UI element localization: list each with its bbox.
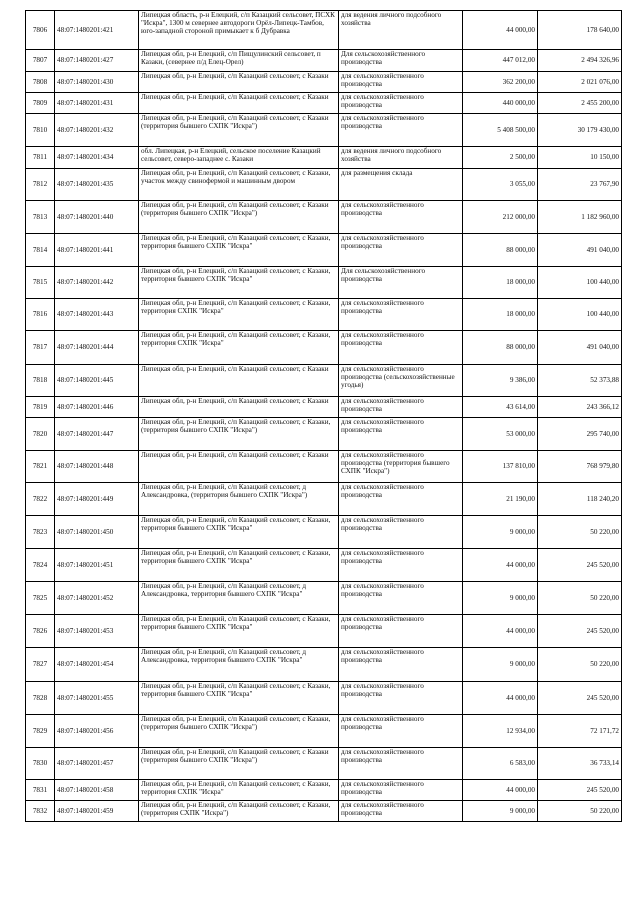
permitted-use: для сельскохозяйственного производства (339, 93, 463, 114)
table-row (26, 50, 622, 72)
cadastral-value: 100 440,00 (538, 299, 622, 331)
plot-address: Липецкая обл, р-н Елецкий, с/п Казацкий сельсовет, с Казаки (139, 365, 339, 397)
permitted-use: для сельскохозяйственного производства (339, 549, 463, 582)
row-number: 7822 (26, 483, 55, 516)
permitted-use: для сельскохозяйственного производства (339, 615, 463, 648)
cadastral-value: 245 520,00 (538, 682, 622, 715)
permitted-use: для сельскохозяйственного производства (339, 418, 463, 451)
permitted-use: для сельскохозяйственного производства (339, 682, 463, 715)
permitted-use: для ведения личного подсобного хозяйства (339, 11, 463, 50)
row-number: 7827 (26, 648, 55, 682)
cadastral-value: 23 767,90 (538, 169, 622, 201)
plot-area: 5 408 500,00 (463, 114, 538, 147)
plot-address: Липецкая обл, р-н Елецкий, с/п Казацкий сельсовет, с Казаки, (территория бывшего СХПК "Искра") (139, 418, 339, 451)
table-row (26, 615, 622, 648)
plot-address: Липецкая обл, р-н Елецкий, с/п Казацкий сельсовет, д Александровка, (территория бывшего СХПК "Искра") (139, 483, 339, 516)
table-row (26, 93, 622, 114)
permitted-use: Для сельскохозяйственного производства (339, 267, 463, 299)
table-row (26, 299, 622, 331)
cadastral-value: 491 040,00 (538, 234, 622, 267)
cadastral-number: 48:07:1480201:432 (55, 114, 139, 147)
row-number: 7817 (26, 331, 55, 365)
plot-address: Липецкая обл, р-н Елецкий, с/п Казацкий сельсовет, с Казаки, территория бывшего СХПК "Искра" (139, 516, 339, 549)
plot-area: 9 000,00 (463, 582, 538, 615)
table-row (26, 549, 622, 582)
cadastral-number: 48:07:1480201:430 (55, 72, 139, 93)
permitted-use: для сельскохозяйственного производства (339, 582, 463, 615)
plot-area: 44 000,00 (463, 682, 538, 715)
permitted-use: для размещения склада (339, 169, 463, 201)
table-row (26, 801, 622, 822)
table-row (26, 147, 622, 169)
plot-area: 212 000,00 (463, 201, 538, 234)
row-number: 7809 (26, 93, 55, 114)
permitted-use: для сельскохозяйственного производства (339, 648, 463, 682)
row-number: 7820 (26, 418, 55, 451)
permitted-use: Для сельскохозяйственного производства (339, 50, 463, 72)
table-row (26, 365, 622, 397)
row-number: 7808 (26, 72, 55, 93)
cadastral-number: 48:07:1480201:441 (55, 234, 139, 267)
land-plots-table-body (26, 11, 622, 822)
permitted-use: для ведения личного подсобного хозяйства (339, 147, 463, 169)
cadastral-value: 10 150,00 (538, 147, 622, 169)
table-row (26, 331, 622, 365)
cadastral-number: 48:07:1480201:453 (55, 615, 139, 648)
table-row (26, 451, 622, 483)
land-plots-table (25, 10, 622, 822)
cadastral-value: 72 171,72 (538, 715, 622, 748)
row-number: 7829 (26, 715, 55, 748)
table-row (26, 169, 622, 201)
table-row (26, 267, 622, 299)
cadastral-number: 48:07:1480201:458 (55, 780, 139, 801)
plot-area: 362 200,00 (463, 72, 538, 93)
row-number: 7807 (26, 50, 55, 72)
cadastral-number: 48:07:1480201:431 (55, 93, 139, 114)
plot-address: Липецкая обл, р-н Елецкий, с/п Казацкий сельсовет, с Казаки, территория СХПК "Искра" (139, 331, 339, 365)
cadastral-number: 48:07:1480201:444 (55, 331, 139, 365)
cadastral-number: 48:07:1480201:451 (55, 549, 139, 582)
row-number: 7819 (26, 397, 55, 418)
row-number: 7812 (26, 169, 55, 201)
plot-address: Липецкая обл, р-н Елецкий, с/п Казацкий сельсовет, д Александровка, территория бывшего СХПК "Искра" (139, 648, 339, 682)
plot-address: Липецкая обл, р-н Елецкий, с/п Казацкий сельсовет, с Казаки, территория бывшего СХПК "Искра" (139, 234, 339, 267)
table-row (26, 72, 622, 93)
plot-area: 137 810,00 (463, 451, 538, 483)
plot-area: 12 934,00 (463, 715, 538, 748)
cadastral-number: 48:07:1480201:440 (55, 201, 139, 234)
plot-address: Липецкая обл, р-н Елецкий, с/п Пищулинский сельсовет, п Казаки, (севернее п/д Елец-Орел) (139, 50, 339, 72)
plot-address: Липецкая обл, р-н Елецкий, с/п Казацкий сельсовет, с Казаки, (территория бывшего СХПК "Искра") (139, 715, 339, 748)
permitted-use: для сельскохозяйственного производства (сельскохозяйственные угодья) (339, 365, 463, 397)
cadastral-value: 118 240,20 (538, 483, 622, 516)
cadastral-value: 245 520,00 (538, 615, 622, 648)
cadastral-number: 48:07:1480201:435 (55, 169, 139, 201)
row-number: 7815 (26, 267, 55, 299)
permitted-use: для сельскохозяйственного производства (339, 331, 463, 365)
plot-area: 44 000,00 (463, 615, 538, 648)
permitted-use: для сельскохозяйственного производства (339, 801, 463, 822)
permitted-use: для сельскохозяйственного производства (339, 397, 463, 418)
plot-address: Липецкая обл, р-н Елецкий, с/п Казацкий сельсовет, с Казаки (территория бывшего СХПК "Искра") (139, 748, 339, 780)
plot-area: 88 000,00 (463, 331, 538, 365)
plot-area: 9 386,00 (463, 365, 538, 397)
plot-area: 43 614,00 (463, 397, 538, 418)
plot-area: 440 000,00 (463, 93, 538, 114)
table-row (26, 11, 622, 50)
cadastral-number: 48:07:1480201:448 (55, 451, 139, 483)
plot-address: Липецкая обл, р-н Елецкий, с/п Казацкий сельсовет, с Казаки, территория бывшего СХПК "Искра" (139, 615, 339, 648)
row-number: 7818 (26, 365, 55, 397)
plot-area: 18 000,00 (463, 267, 538, 299)
plot-address: Липецкая обл, р-н Елецкий, с/п Казацкий сельсовет, с Казаки (территория бывшего СХПК "Искра") (139, 201, 339, 234)
permitted-use: для сельскохозяйственного производства (339, 483, 463, 516)
permitted-use: для сельскохозяйственного производства (339, 114, 463, 147)
plot-area: 21 190,00 (463, 483, 538, 516)
permitted-use: для сельскохозяйственного производства (339, 234, 463, 267)
permitted-use: для сельскохозяйственного производства (339, 299, 463, 331)
cadastral-number: 48:07:1480201:454 (55, 648, 139, 682)
cadastral-number: 48:07:1480201:442 (55, 267, 139, 299)
cadastral-number: 48:07:1480201:443 (55, 299, 139, 331)
plot-area: 44 000,00 (463, 549, 538, 582)
cadastral-value: 178 640,00 (538, 11, 622, 50)
cadastral-value: 2 494 326,96 (538, 50, 622, 72)
row-number: 7813 (26, 201, 55, 234)
plot-address: Липецкая обл, р-н Елецкий, с/п Казацкий сельсовет, с Казаки, (территория СХПК "Искра") (139, 801, 339, 822)
row-number: 7811 (26, 147, 55, 169)
permitted-use: для сельскохозяйственного производства (339, 748, 463, 780)
cadastral-number: 48:07:1480201:446 (55, 397, 139, 418)
plot-area: 44 000,00 (463, 11, 538, 50)
table-row (26, 715, 622, 748)
plot-address: Липецкая обл, р-н Елецкий, с/п Казацкий сельсовет, с Казаки (территория бывшего СХПК "Искра") (139, 114, 339, 147)
plot-address: Липецкая обл, р-н Елецкий, с/п Казацкий сельсовет, с Казаки (139, 72, 339, 93)
row-number: 7810 (26, 114, 55, 147)
table-row (26, 748, 622, 780)
cadastral-value: 50 220,00 (538, 801, 622, 822)
row-number: 7821 (26, 451, 55, 483)
permitted-use: для сельскохозяйственного производства (339, 780, 463, 801)
plot-area: 447 012,00 (463, 50, 538, 72)
cadastral-number: 48:07:1480201:421 (55, 11, 139, 50)
cadastral-value: 245 520,00 (538, 780, 622, 801)
table-row (26, 780, 622, 801)
plot-area: 9 000,00 (463, 801, 538, 822)
plot-address: Липецкая область, р-н Елецкий, с/п Казацкий сельсовет, ПСХК "Искра", 1300 м севернее автодороги Орёл-Липецк-Тамбов, юго-западной стороной примыкает к б Дубравка (139, 11, 339, 50)
cadastral-number: 48:07:1480201:457 (55, 748, 139, 780)
plot-area: 53 000,00 (463, 418, 538, 451)
cadastral-number: 48:07:1480201:447 (55, 418, 139, 451)
plot-address: Липецкая обл, р-н Елецкий, с/п Казацкий сельсовет, с Казаки, территория бывшего СХПК "Искра" (139, 682, 339, 715)
row-number: 7830 (26, 748, 55, 780)
permitted-use: для сельскохозяйственного производства (339, 516, 463, 549)
plot-area: 9 000,00 (463, 516, 538, 549)
cadastral-value: 491 040,00 (538, 331, 622, 365)
permitted-use: для сельскохозяйственного производства (339, 201, 463, 234)
plot-address: Липецкая обл, р-н Елецкий, с/п Казацкий сельсовет, д Александровка, территория бывшего СХПК "Искра" (139, 582, 339, 615)
permitted-use: для сельскохозяйственного производства (339, 715, 463, 748)
table-row (26, 114, 622, 147)
cadastral-number: 48:07:1480201:445 (55, 365, 139, 397)
plot-address: Липецкая обл, р-н Елецкий, с/п Казацкий сельсовет, с Казаки, территория СХПК "Искра" (139, 780, 339, 801)
plot-address: Липецкая обл, р-н Елецкий, с/п Казацкий сельсовет, с Казаки (139, 93, 339, 114)
table-row (26, 483, 622, 516)
cadastral-value: 2 021 076,00 (538, 72, 622, 93)
row-number: 7824 (26, 549, 55, 582)
cadastral-value: 50 220,00 (538, 582, 622, 615)
cadastral-value: 2 455 200,00 (538, 93, 622, 114)
plot-area: 6 583,00 (463, 748, 538, 780)
table-row (26, 516, 622, 549)
cadastral-number: 48:07:1480201:434 (55, 147, 139, 169)
cadastral-number: 48:07:1480201:452 (55, 582, 139, 615)
cadastral-value: 30 179 430,00 (538, 114, 622, 147)
plot-address: Липецкая обл, р-н Елецкий, с/п Казацкий сельсовет, с Казаки, территория бывшего СХПК "Искра" (139, 267, 339, 299)
plot-address: Липецкая обл, р-н Елецкий, с/п Казацкий сельсовет, с Казаки, территория бывшего СХПК "Искра" (139, 549, 339, 582)
plot-area: 18 000,00 (463, 299, 538, 331)
table-row (26, 201, 622, 234)
cadastral-number: 48:07:1480201:459 (55, 801, 139, 822)
cadastral-number: 48:07:1480201:456 (55, 715, 139, 748)
table-row (26, 582, 622, 615)
table-row (26, 682, 622, 715)
plot-area: 9 000,00 (463, 648, 538, 682)
plot-address: Липецкая обл, р-н Елецкий, с/п Казацкий сельсовет, с Казаки (139, 451, 339, 483)
cadastral-value: 245 520,00 (538, 549, 622, 582)
plot-area: 2 500,00 (463, 147, 538, 169)
table-row (26, 234, 622, 267)
plot-area: 44 000,00 (463, 780, 538, 801)
plot-area: 3 055,00 (463, 169, 538, 201)
row-number: 7823 (26, 516, 55, 549)
table-row (26, 648, 622, 682)
row-number: 7831 (26, 780, 55, 801)
cadastral-value: 50 220,00 (538, 648, 622, 682)
table-row (26, 397, 622, 418)
plot-address: обл. Липецкая, р-н Елецкий, сельское поселение Казацкий сельсовет, северо-западнее с. Казаки (139, 147, 339, 169)
cadastral-value: 295 740,00 (538, 418, 622, 451)
row-number: 7816 (26, 299, 55, 331)
cadastral-number: 48:07:1480201:449 (55, 483, 139, 516)
cadastral-number: 48:07:1480201:450 (55, 516, 139, 549)
plot-address: Липецкая обл, р-н Елецкий, с/п Казацкий сельсовет, с Казаки, участок между свинофермой и машинным двором (139, 169, 339, 201)
permitted-use: для сельскохозяйственного производства (339, 72, 463, 93)
row-number: 7825 (26, 582, 55, 615)
plot-address: Липецкая обл, р-н Елецкий, с/п Казацкий сельсовет, с Казаки (139, 397, 339, 418)
cadastral-value: 52 373,88 (538, 365, 622, 397)
row-number: 7806 (26, 11, 55, 50)
row-number: 7832 (26, 801, 55, 822)
table-row (26, 418, 622, 451)
cadastral-number: 48:07:1480201:455 (55, 682, 139, 715)
cadastral-value: 50 220,00 (538, 516, 622, 549)
row-number: 7814 (26, 234, 55, 267)
row-number: 7828 (26, 682, 55, 715)
cadastral-number: 48:07:1480201:427 (55, 50, 139, 72)
cadastral-value: 1 182 960,00 (538, 201, 622, 234)
row-number: 7826 (26, 615, 55, 648)
cadastral-value: 768 979,80 (538, 451, 622, 483)
plot-area: 88 000,00 (463, 234, 538, 267)
plot-address: Липецкая обл, р-н Елецкий, с/п Казацкий сельсовет, с Казаки, территория СХПК "Искра" (139, 299, 339, 331)
cadastral-value: 100 440,00 (538, 267, 622, 299)
cadastral-value: 243 366,12 (538, 397, 622, 418)
permitted-use: для сельскохозяйственного производства (территория бывшего СХПК "Искра") (339, 451, 463, 483)
cadastral-value: 36 733,14 (538, 748, 622, 780)
